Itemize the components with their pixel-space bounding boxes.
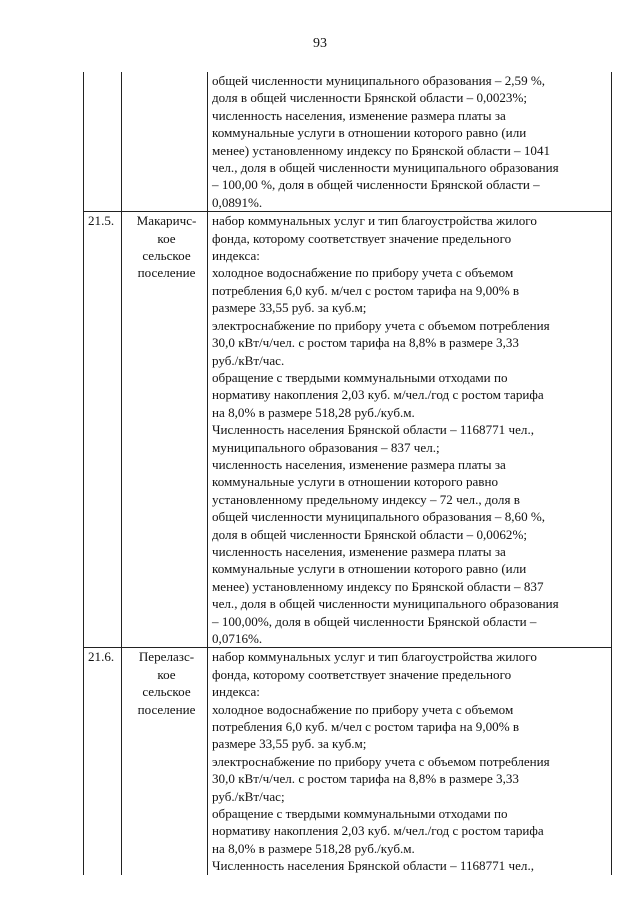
text-line: фонда, которому соответствует значение предельного	[212, 230, 512, 246]
row-description	[208, 648, 612, 875]
text-line: руб./кВт/час.	[212, 352, 285, 368]
text-line: 0,0716%.	[212, 631, 263, 646]
text-line: потребления 6,0 куб. м/чел с ростом тарифа на 9,00% в	[212, 282, 520, 298]
row-number	[84, 72, 122, 212]
text-line: холодное водоснабжение по прибору учета с объемом	[212, 265, 514, 281]
text-line: Численность населения Брянской области – 1168771 чел.,	[212, 858, 534, 874]
text-line: на 8,0% в размере 518,28 руб./куб.м.	[212, 404, 415, 420]
settlement-name	[122, 212, 208, 648]
text-line: менее) установленному индексу по Брянской области – 837	[212, 578, 544, 594]
name-line: кое	[157, 230, 176, 246]
text-line: нормативу накопления 2,03 куб. м/чел./год с ростом тарифа	[212, 387, 544, 403]
name-line: Перелазс-	[138, 649, 195, 665]
text-line: потребления 6,0 куб. м/чел с ростом тарифа на 9,00% в	[212, 719, 520, 735]
table-row-21-5	[84, 212, 612, 648]
name-line: Макаричс-	[136, 213, 197, 229]
text-line: доля в общей численности Брянской области – 0,0062%;	[212, 526, 528, 542]
name-line: поселение	[137, 701, 196, 717]
text-line: набор коммунальных услуг и тип благоустройства жилого	[212, 213, 537, 229]
text-line: фонда, которому соответствует значение предельного	[212, 666, 512, 682]
text-line: муниципального образования – 837 чел.;	[212, 439, 440, 455]
text-line: обращение с твердыми коммунальными отходами по	[212, 369, 508, 385]
text-line: 0,0891%.	[212, 194, 263, 210]
text-line: коммунальные услуги в отношении которого равно (или	[212, 125, 527, 141]
row-number: 21.5.	[84, 212, 122, 648]
name-line: сельское	[142, 248, 191, 264]
text-line: общей численности муниципального образования – 2,59 %,	[212, 73, 546, 88]
text-line: – 100,00%, доля в общей численности Брянской области –	[212, 613, 537, 629]
text-line: установленному предельному индексу – 72 чел., доля в	[212, 491, 520, 507]
row-description	[208, 212, 612, 648]
text-line: Численность населения Брянской области – 1168771 чел.,	[212, 422, 534, 438]
text-line: численность населения, изменение размера платы за	[212, 543, 506, 559]
text-line: 30,0 кВт/ч/чел. с ростом тарифа на 8,8% в размере 3,33	[212, 335, 519, 351]
table-row-continued	[84, 72, 612, 212]
text-line: набор коммунальных услуг и тип благоустройства жилого	[212, 649, 537, 665]
row-number: 21.6.	[84, 648, 122, 875]
text-line: нормативу накопления 2,03 куб. м/чел./год с ростом тарифа	[212, 823, 544, 839]
text-line: индекса:	[212, 248, 260, 264]
text-line: чел., доля в общей численности муниципального образования	[212, 160, 559, 176]
text-line: менее) установленному индексу по Брянской области – 1041	[212, 142, 551, 158]
settlement-name	[122, 72, 208, 212]
text-line: 30,0 кВт/ч/чел. с ростом тарифа на 8,8% в размере 3,33	[212, 771, 519, 787]
text-line: холодное водоснабжение по прибору учета с объемом	[212, 701, 514, 717]
name-line: поселение	[137, 265, 196, 281]
text-line: численность населения, изменение размера платы за	[212, 456, 506, 472]
tariff-table	[83, 72, 612, 875]
text-line: руб./кВт/час;	[212, 788, 285, 804]
page-number: 93	[313, 36, 327, 51]
text-line: коммунальные услуги в отношении которого равно (или	[212, 561, 527, 577]
text-line: – 100,00 %, доля в общей численности Брянской области –	[212, 177, 540, 193]
row-description	[208, 72, 612, 212]
text-line: электроснабжение по прибору учета с объемом потребления	[212, 753, 550, 769]
settlement-name	[122, 648, 208, 875]
text-line: индекса:	[212, 684, 260, 700]
text-line: на 8,0% в размере 518,28 руб./куб.м.	[212, 840, 415, 856]
text-line: электроснабжение по прибору учета с объемом потребления	[212, 317, 550, 333]
text-line: общей численности муниципального образования – 8,60 %,	[212, 509, 546, 525]
text-line: чел., доля в общей численности муниципального образования	[212, 596, 559, 612]
name-line: сельское	[142, 684, 191, 700]
text-line: доля в общей численности Брянской области – 0,0023%;	[212, 90, 528, 106]
text-line: численность населения, изменение размера платы за	[212, 107, 506, 123]
table-row-21-6	[84, 648, 612, 875]
name-line: кое	[157, 666, 176, 682]
text-line: обращение с твердыми коммунальными отходами по	[212, 806, 508, 822]
text-line: размере 33,55 руб. за куб.м;	[212, 736, 367, 752]
text-line: коммунальные услуги в отношении которого равно	[212, 474, 499, 490]
text-line: размере 33,55 руб. за куб.м;	[212, 300, 367, 316]
